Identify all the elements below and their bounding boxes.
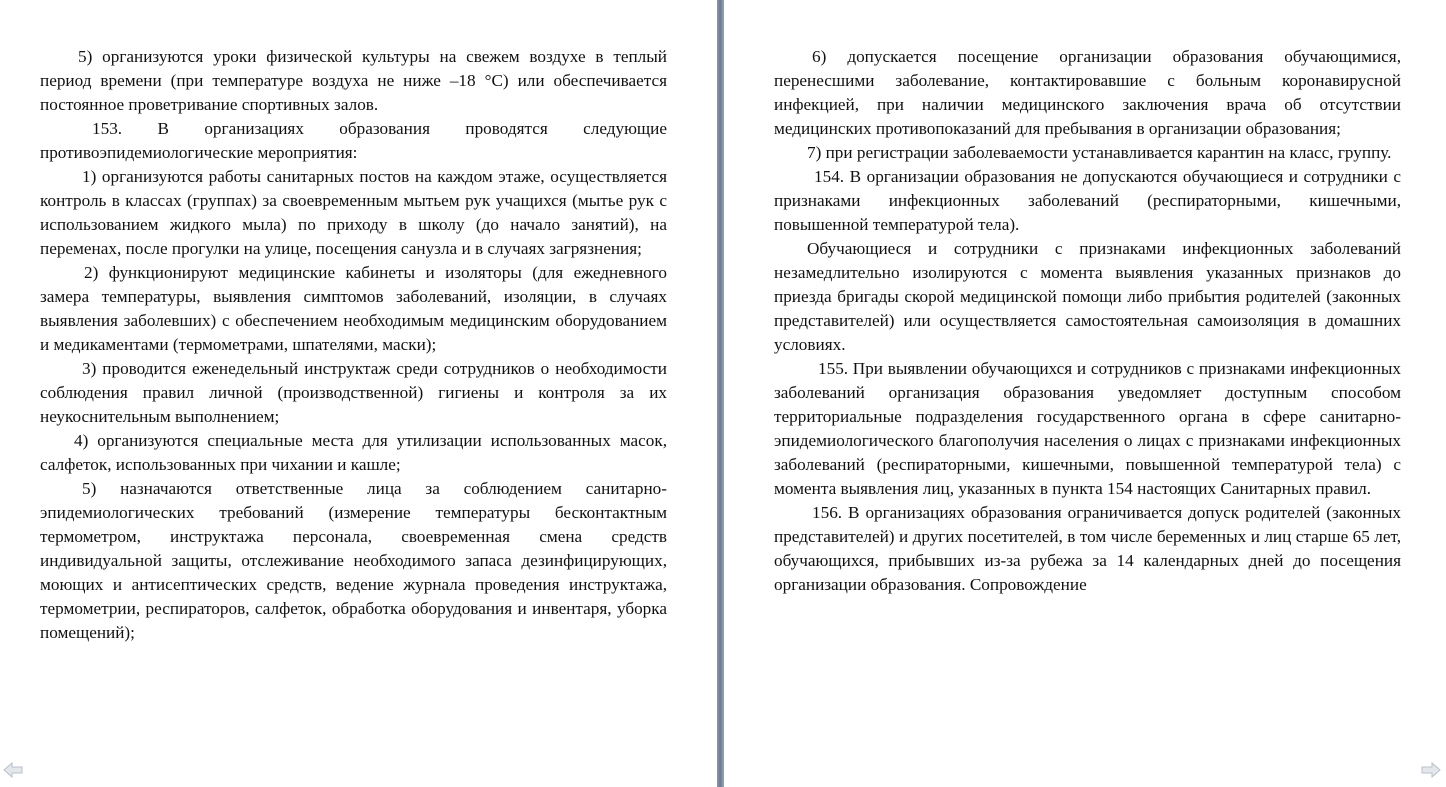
left-page-text (40, 45, 667, 645)
arrow-right-icon (1420, 761, 1442, 779)
paragraph: 155. При выявлении обучающихся и сотрудников с признаками инфекционных заболеваний организация образования уведомляет доступным способом территориальные подразделения государственного органа в сфере санитарно-эпидемиологического благополучия населения о лицах с признаками инфекционных заболеваний (респираторными, кишечными, повышенной температурой тела) с момента выявления лиц, указанных в пункта 154 настоящих Санитарных правил. (774, 359, 1401, 498)
next-page-button[interactable] (1420, 761, 1442, 779)
paragraph: 1) организуются работы санитарных постов на каждом этаже, осуществляется контроль в классах (группах) за своевременным мытьем рук учащихся (мытье рук с использованием жидкого мыла) по приходу в школу (до начало занятий), на переменах, после прогулки на улице, посещения санузла и в случаях загрязнения; (40, 167, 667, 258)
paragraph: 6) допускается посещение организации образования обучающимися, перенесшими заболевание, контактировавшие с больным коронавирусной инфекцией, при наличии медицинского заключения врача об отсутствии медицинских противопоказаний для пребывания в организации образования; (774, 47, 1401, 138)
paragraph: 5) назначаются ответственные лица за соблюдением санитарно-эпидемиологических требований (измерение температуры бесконтактным термометром, инструктажа персонала, своевременная смена средств индивидуальной защиты, отслеживание необходимого запаса дезинфицирующих, моющих и антисептических средств, ведение журнала проведения инструктажа, термометрии, респираторов, салфеток, обработка оборудования и инвентаря, уборка помещений); (40, 479, 667, 642)
paragraph: 153. В организациях образования проводятся следующие противоэпидемиологические мероприятия: (40, 119, 667, 162)
paragraph: 156. В организациях образования ограничивается допуск родителей (законных представителей) и других посетителей, в том числе беременных и лиц старше 65 лет, обучающихся, прибывших из-за рубежа за 14 календарных дней до посещения организации образования. Сопровождение (774, 503, 1401, 594)
right-page (724, 0, 1446, 787)
previous-page-button[interactable] (2, 761, 24, 779)
paragraph: 5) организуются уроки физической культуры на свежем воздухе в теплый период времени (при температуре воздуха не ниже –18 °С) или обеспечивается постоянное проветривание спортивных залов. (40, 47, 667, 114)
paragraph: 7) при регистрации заболеваемости устанавливается карантин на класс, группу. (807, 143, 1392, 162)
arrow-left-icon (2, 761, 24, 779)
paragraph: 3) проводится еженедельный инструктаж среди сотрудников о необходимости соблюдения правил личной (производственной) гигиены и контроля за их неукоснительным выполнением; (40, 359, 667, 426)
paragraph: 4) организуются специальные места для утилизации использованных масок, салфеток, использованных при чихании и кашле; (40, 431, 667, 474)
right-page-text (774, 45, 1401, 597)
paragraph: Обучающиеся и сотрудники с признаками инфекционных заболеваний незамедлительно изолируются с момента выявления указанных признаков до приезда бригады скорой медицинской помощи либо прибытия родителей (законных представителей) или осуществляется самостоятельная самоизоляция в домашних условиях. (774, 239, 1401, 354)
page-divider (717, 0, 724, 787)
left-page (0, 0, 717, 787)
paragraph: 2) функционируют медицинские кабинеты и изоляторы (для ежедневного замера температуры, выявления симптомов заболеваний, изоляции, в случаях выявления заболевших) с обеспечением необходимым медицинским оборудованием и медикаментами (термометрами, шпателями, маски); (40, 263, 667, 354)
paragraph: 154. В организации образования не допускаются обучающиеся и сотрудники с признаками инфекционных заболеваний (респираторными, кишечными, повышенной температурой тела). (774, 167, 1401, 234)
